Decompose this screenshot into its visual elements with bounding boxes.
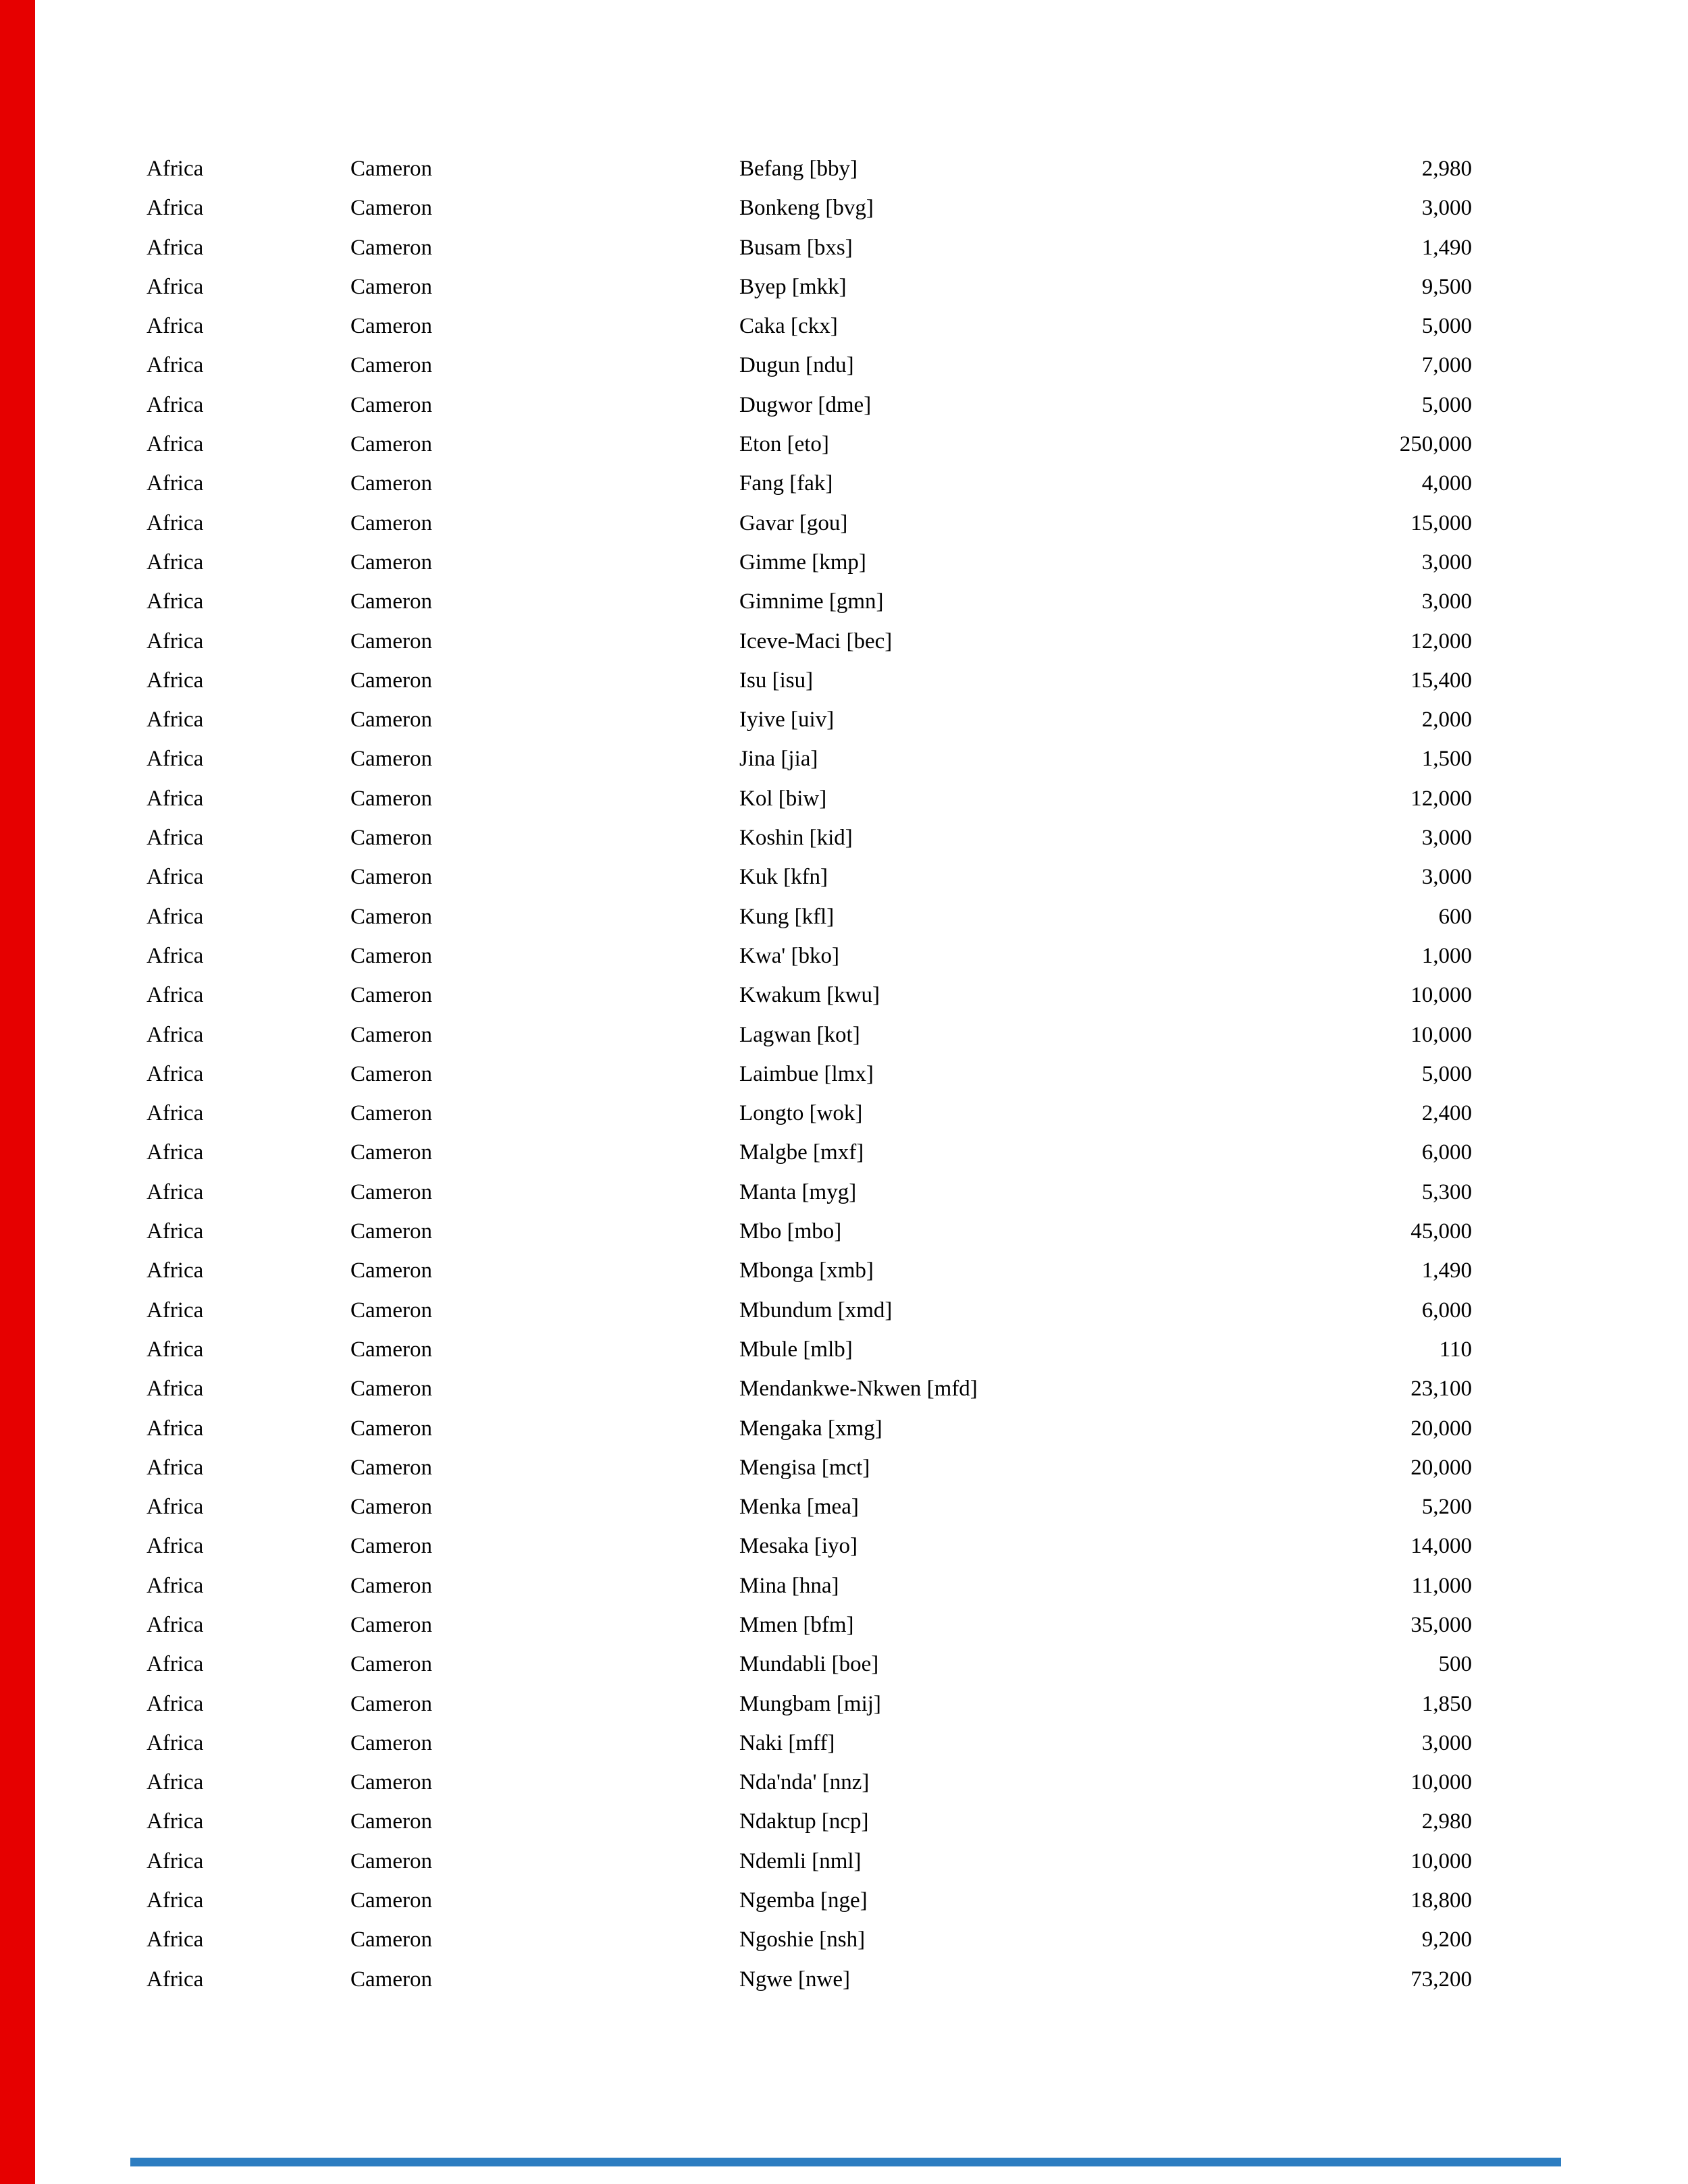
population-cell: 3,000: [1421, 1730, 1472, 1755]
population-cell: 1,000: [1421, 943, 1472, 968]
population-cell: 14,000: [1410, 1534, 1472, 1559]
language-cell: Naki [mff]: [739, 1730, 835, 1755]
language-cell: Mmen [bfm]: [739, 1612, 854, 1637]
country-cell: Cameron: [350, 1927, 432, 1952]
population-cell: 4,000: [1421, 471, 1472, 496]
table-row: [0, 1566, 1688, 1605]
region-cell: Africa: [147, 1495, 204, 1520]
region-cell: Africa: [147, 471, 204, 496]
country-cell: Cameron: [350, 471, 432, 496]
region-cell: Africa: [147, 1179, 204, 1204]
language-cell: Mina [hna]: [739, 1573, 839, 1598]
country-cell: Cameron: [350, 1730, 432, 1755]
country-cell: Cameron: [350, 353, 432, 378]
language-cell: Iceve-Maci [bec]: [739, 629, 893, 654]
region-cell: Africa: [147, 1730, 204, 1755]
country-cell: Cameron: [350, 1534, 432, 1559]
country-cell: Cameron: [350, 668, 432, 693]
language-cell: Iyive [uiv]: [739, 708, 835, 733]
table-row: [0, 1645, 1688, 1684]
region-cell: Africa: [147, 1888, 204, 1913]
language-cell: Ndemli [nml]: [739, 1848, 862, 1873]
region-cell: Africa: [147, 629, 204, 654]
region-cell: Africa: [147, 1022, 204, 1047]
language-cell: Busam [bxs]: [739, 235, 853, 260]
table-row: [0, 897, 1688, 936]
region-cell: Africa: [147, 157, 204, 181]
table-row: [0, 1605, 1688, 1645]
language-cell: Isu [isu]: [739, 668, 814, 693]
population-cell: 2,980: [1421, 157, 1472, 181]
table-row: [0, 1055, 1688, 1094]
table-row: [0, 1448, 1688, 1487]
language-cell: Gimme [kmp]: [739, 550, 866, 575]
region-cell: Africa: [147, 235, 204, 260]
language-cell: Caka [ckx]: [739, 314, 838, 339]
population-cell: 18,800: [1410, 1888, 1472, 1913]
region-cell: Africa: [147, 1219, 204, 1244]
region-cell: Africa: [147, 826, 204, 851]
region-cell: Africa: [147, 1770, 204, 1795]
table-row: [0, 1212, 1688, 1251]
region-cell: Africa: [147, 1337, 204, 1362]
population-cell: 73,200: [1410, 1967, 1472, 1992]
country-cell: Cameron: [350, 1888, 432, 1913]
region-cell: Africa: [147, 1377, 204, 1402]
region-cell: Africa: [147, 550, 204, 575]
country-cell: Cameron: [350, 1179, 432, 1204]
table-row: [0, 739, 1688, 778]
table-row: [0, 228, 1688, 267]
population-cell: 6,000: [1421, 1298, 1472, 1323]
country-cell: Cameron: [350, 432, 432, 457]
population-cell: 6,000: [1421, 1140, 1472, 1165]
language-cell: Mendankwe-Nkwen [mfd]: [739, 1377, 978, 1402]
table-row: [0, 1960, 1688, 1999]
language-cell: Gimnime [gmn]: [739, 589, 884, 614]
language-cell: Manta [myg]: [739, 1179, 857, 1204]
region-cell: Africa: [147, 432, 204, 457]
country-cell: Cameron: [350, 1022, 432, 1047]
region-cell: Africa: [147, 1534, 204, 1559]
language-table: [0, 149, 1688, 1999]
country-cell: Cameron: [350, 274, 432, 299]
country-cell: Cameron: [350, 157, 432, 181]
region-cell: Africa: [147, 1258, 204, 1283]
population-cell: 15,400: [1410, 668, 1472, 693]
population-cell: 1,500: [1421, 747, 1472, 772]
table-row: [0, 622, 1688, 661]
region-cell: Africa: [147, 1612, 204, 1637]
country-cell: Cameron: [350, 510, 432, 535]
country-cell: Cameron: [350, 314, 432, 339]
country-cell: Cameron: [350, 629, 432, 654]
table-row: [0, 818, 1688, 857]
country-cell: Cameron: [350, 708, 432, 733]
country-cell: Cameron: [350, 235, 432, 260]
table-row: [0, 1173, 1688, 1212]
country-cell: Cameron: [350, 1848, 432, 1873]
language-cell: Befang [bby]: [739, 157, 858, 181]
table-row: [0, 1015, 1688, 1055]
table-row: [0, 857, 1688, 897]
table-row: [0, 346, 1688, 385]
language-cell: Mbule [mlb]: [739, 1337, 853, 1362]
population-cell: 12,000: [1410, 629, 1472, 654]
country-cell: Cameron: [350, 1455, 432, 1480]
country-cell: Cameron: [350, 550, 432, 575]
table-row: [0, 149, 1688, 188]
table-row: [0, 936, 1688, 976]
country-cell: Cameron: [350, 1377, 432, 1402]
region-cell: Africa: [147, 196, 204, 221]
population-cell: 3,000: [1421, 589, 1472, 614]
population-cell: 3,000: [1421, 826, 1472, 851]
region-cell: Africa: [147, 668, 204, 693]
country-cell: Cameron: [350, 1337, 432, 1362]
country-cell: Cameron: [350, 747, 432, 772]
population-cell: 5,000: [1421, 392, 1472, 417]
country-cell: Cameron: [350, 196, 432, 221]
population-cell: 110: [1439, 1337, 1472, 1362]
table-row: [0, 582, 1688, 621]
bottom-blue-bar: [130, 2158, 1561, 2166]
region-cell: Africa: [147, 392, 204, 417]
language-cell: Kol [biw]: [739, 786, 827, 811]
table-row: [0, 1330, 1688, 1369]
population-cell: 9,200: [1421, 1927, 1472, 1952]
region-cell: Africa: [147, 943, 204, 968]
table-row: [0, 1802, 1688, 1841]
table-row: [0, 1291, 1688, 1330]
population-cell: 1,490: [1421, 1258, 1472, 1283]
population-cell: 1,850: [1421, 1691, 1472, 1716]
population-cell: 600: [1438, 904, 1472, 929]
language-cell: Gavar [gou]: [739, 510, 848, 535]
population-cell: 10,000: [1410, 1770, 1472, 1795]
language-cell: Jina [jia]: [739, 747, 818, 772]
country-cell: Cameron: [350, 1967, 432, 1992]
table-row: [0, 1094, 1688, 1133]
table-row: [0, 1881, 1688, 1920]
population-cell: 15,000: [1410, 510, 1472, 535]
region-cell: Africa: [147, 589, 204, 614]
country-cell: Cameron: [350, 865, 432, 890]
population-cell: 10,000: [1410, 1022, 1472, 1047]
language-cell: Fang [fak]: [739, 471, 833, 496]
country-cell: Cameron: [350, 1140, 432, 1165]
language-cell: Ngoshie [nsh]: [739, 1927, 866, 1952]
language-table-body: [0, 149, 1688, 1999]
region-cell: Africa: [147, 314, 204, 339]
country-cell: Cameron: [350, 1612, 432, 1637]
language-cell: Mundabli [boe]: [739, 1652, 879, 1677]
table-row: [0, 1251, 1688, 1290]
population-cell: 45,000: [1410, 1219, 1472, 1244]
country-cell: Cameron: [350, 1258, 432, 1283]
language-cell: Longto [wok]: [739, 1101, 863, 1126]
language-cell: Ngemba [nge]: [739, 1888, 868, 1913]
country-cell: Cameron: [350, 1573, 432, 1598]
language-cell: Mungbam [mij]: [739, 1691, 881, 1716]
table-row: [0, 1369, 1688, 1408]
population-cell: 11,000: [1411, 1573, 1472, 1598]
language-cell: Mbundum [xmd]: [739, 1298, 893, 1323]
language-cell: Mbo [mbo]: [739, 1219, 842, 1244]
table-row: [0, 188, 1688, 228]
language-cell: Kwa' [bko]: [739, 943, 839, 968]
country-cell: Cameron: [350, 1495, 432, 1520]
region-cell: Africa: [147, 1691, 204, 1716]
language-cell: Koshin [kid]: [739, 826, 853, 851]
region-cell: Africa: [147, 1061, 204, 1086]
table-row: [0, 1409, 1688, 1448]
population-cell: 3,000: [1421, 550, 1472, 575]
region-cell: Africa: [147, 1455, 204, 1480]
population-cell: 3,000: [1421, 865, 1472, 890]
country-cell: Cameron: [350, 1061, 432, 1086]
table-row: [0, 700, 1688, 739]
language-cell: Kung [kfl]: [739, 904, 835, 929]
region-cell: Africa: [147, 1298, 204, 1323]
language-cell: Lagwan [kot]: [739, 1022, 860, 1047]
language-cell: Menka [mea]: [739, 1495, 859, 1520]
table-row: [0, 1133, 1688, 1172]
population-cell: 3,000: [1421, 196, 1472, 221]
language-cell: Ndaktup [ncp]: [739, 1809, 869, 1834]
population-cell: 10,000: [1410, 1848, 1472, 1873]
country-cell: Cameron: [350, 786, 432, 811]
language-cell: Mesaka [iyo]: [739, 1534, 858, 1559]
region-cell: Africa: [147, 1416, 204, 1441]
region-cell: Africa: [147, 1652, 204, 1677]
population-cell: 1,490: [1421, 235, 1472, 260]
language-cell: Bonkeng [bvg]: [739, 196, 874, 221]
population-cell: 10,000: [1410, 983, 1472, 1008]
country-cell: Cameron: [350, 392, 432, 417]
population-cell: 20,000: [1410, 1455, 1472, 1480]
table-row: [0, 1684, 1688, 1724]
region-cell: Africa: [147, 1573, 204, 1598]
country-cell: Cameron: [350, 943, 432, 968]
language-cell: Malgbe [mxf]: [739, 1140, 864, 1165]
table-row: [0, 779, 1688, 818]
region-cell: Africa: [147, 983, 204, 1008]
language-cell: Mbonga [xmb]: [739, 1258, 874, 1283]
table-row: [0, 1920, 1688, 1959]
region-cell: Africa: [147, 1848, 204, 1873]
region-cell: Africa: [147, 1101, 204, 1126]
region-cell: Africa: [147, 510, 204, 535]
country-cell: Cameron: [350, 826, 432, 851]
population-cell: 5,000: [1421, 1061, 1472, 1086]
region-cell: Africa: [147, 1809, 204, 1834]
table-row: [0, 1842, 1688, 1881]
region-cell: Africa: [147, 786, 204, 811]
population-cell: 35,000: [1410, 1612, 1472, 1637]
population-cell: 20,000: [1410, 1416, 1472, 1441]
population-cell: 7,000: [1421, 353, 1472, 378]
table-row: [0, 307, 1688, 346]
region-cell: Africa: [147, 1967, 204, 1992]
population-cell: 5,000: [1421, 314, 1472, 339]
region-cell: Africa: [147, 708, 204, 733]
population-cell: 500: [1438, 1652, 1472, 1677]
language-cell: Mengisa [mct]: [739, 1455, 870, 1480]
country-cell: Cameron: [350, 1101, 432, 1126]
population-cell: 12,000: [1410, 786, 1472, 811]
language-cell: Eton [eto]: [739, 432, 829, 457]
table-row: [0, 267, 1688, 307]
region-cell: Africa: [147, 904, 204, 929]
country-cell: Cameron: [350, 1691, 432, 1716]
region-cell: Africa: [147, 1927, 204, 1952]
country-cell: Cameron: [350, 1298, 432, 1323]
country-cell: Cameron: [350, 1219, 432, 1244]
region-cell: Africa: [147, 1140, 204, 1165]
population-cell: 2,400: [1421, 1101, 1472, 1126]
region-cell: Africa: [147, 353, 204, 378]
language-cell: Nda'nda' [nnz]: [739, 1770, 870, 1795]
language-cell: Ngwe [nwe]: [739, 1967, 851, 1992]
table-row: [0, 464, 1688, 503]
country-cell: Cameron: [350, 1770, 432, 1795]
language-cell: Kuk [kfn]: [739, 865, 828, 890]
population-cell: 5,300: [1421, 1179, 1472, 1204]
table-row: [0, 976, 1688, 1015]
language-cell: Byep [mkk]: [739, 274, 847, 299]
population-cell: 2,980: [1421, 1809, 1472, 1834]
table-row: [0, 1526, 1688, 1566]
population-cell: 250,000: [1399, 432, 1472, 457]
population-cell: 5,200: [1421, 1495, 1472, 1520]
table-row: [0, 543, 1688, 582]
language-cell: Dugwor [dme]: [739, 392, 872, 417]
country-cell: Cameron: [350, 589, 432, 614]
language-cell: Mengaka [xmg]: [739, 1416, 882, 1441]
population-cell: 23,100: [1410, 1377, 1472, 1402]
region-cell: Africa: [147, 274, 204, 299]
region-cell: Africa: [147, 865, 204, 890]
table-row: [0, 1487, 1688, 1526]
population-cell: 9,500: [1421, 274, 1472, 299]
table-row: [0, 661, 1688, 700]
table-row: [0, 385, 1688, 425]
country-cell: Cameron: [350, 1416, 432, 1441]
language-cell: Kwakum [kwu]: [739, 983, 880, 1008]
country-cell: Cameron: [350, 904, 432, 929]
table-row: [0, 1724, 1688, 1763]
country-cell: Cameron: [350, 983, 432, 1008]
region-cell: Africa: [147, 747, 204, 772]
language-cell: Laimbue [lmx]: [739, 1061, 874, 1086]
population-cell: 2,000: [1421, 708, 1472, 733]
table-row: [0, 1763, 1688, 1802]
language-cell: Dugun [ndu]: [739, 353, 854, 378]
country-cell: Cameron: [350, 1652, 432, 1677]
table-row: [0, 504, 1688, 543]
table-row: [0, 425, 1688, 464]
country-cell: Cameron: [350, 1809, 432, 1834]
